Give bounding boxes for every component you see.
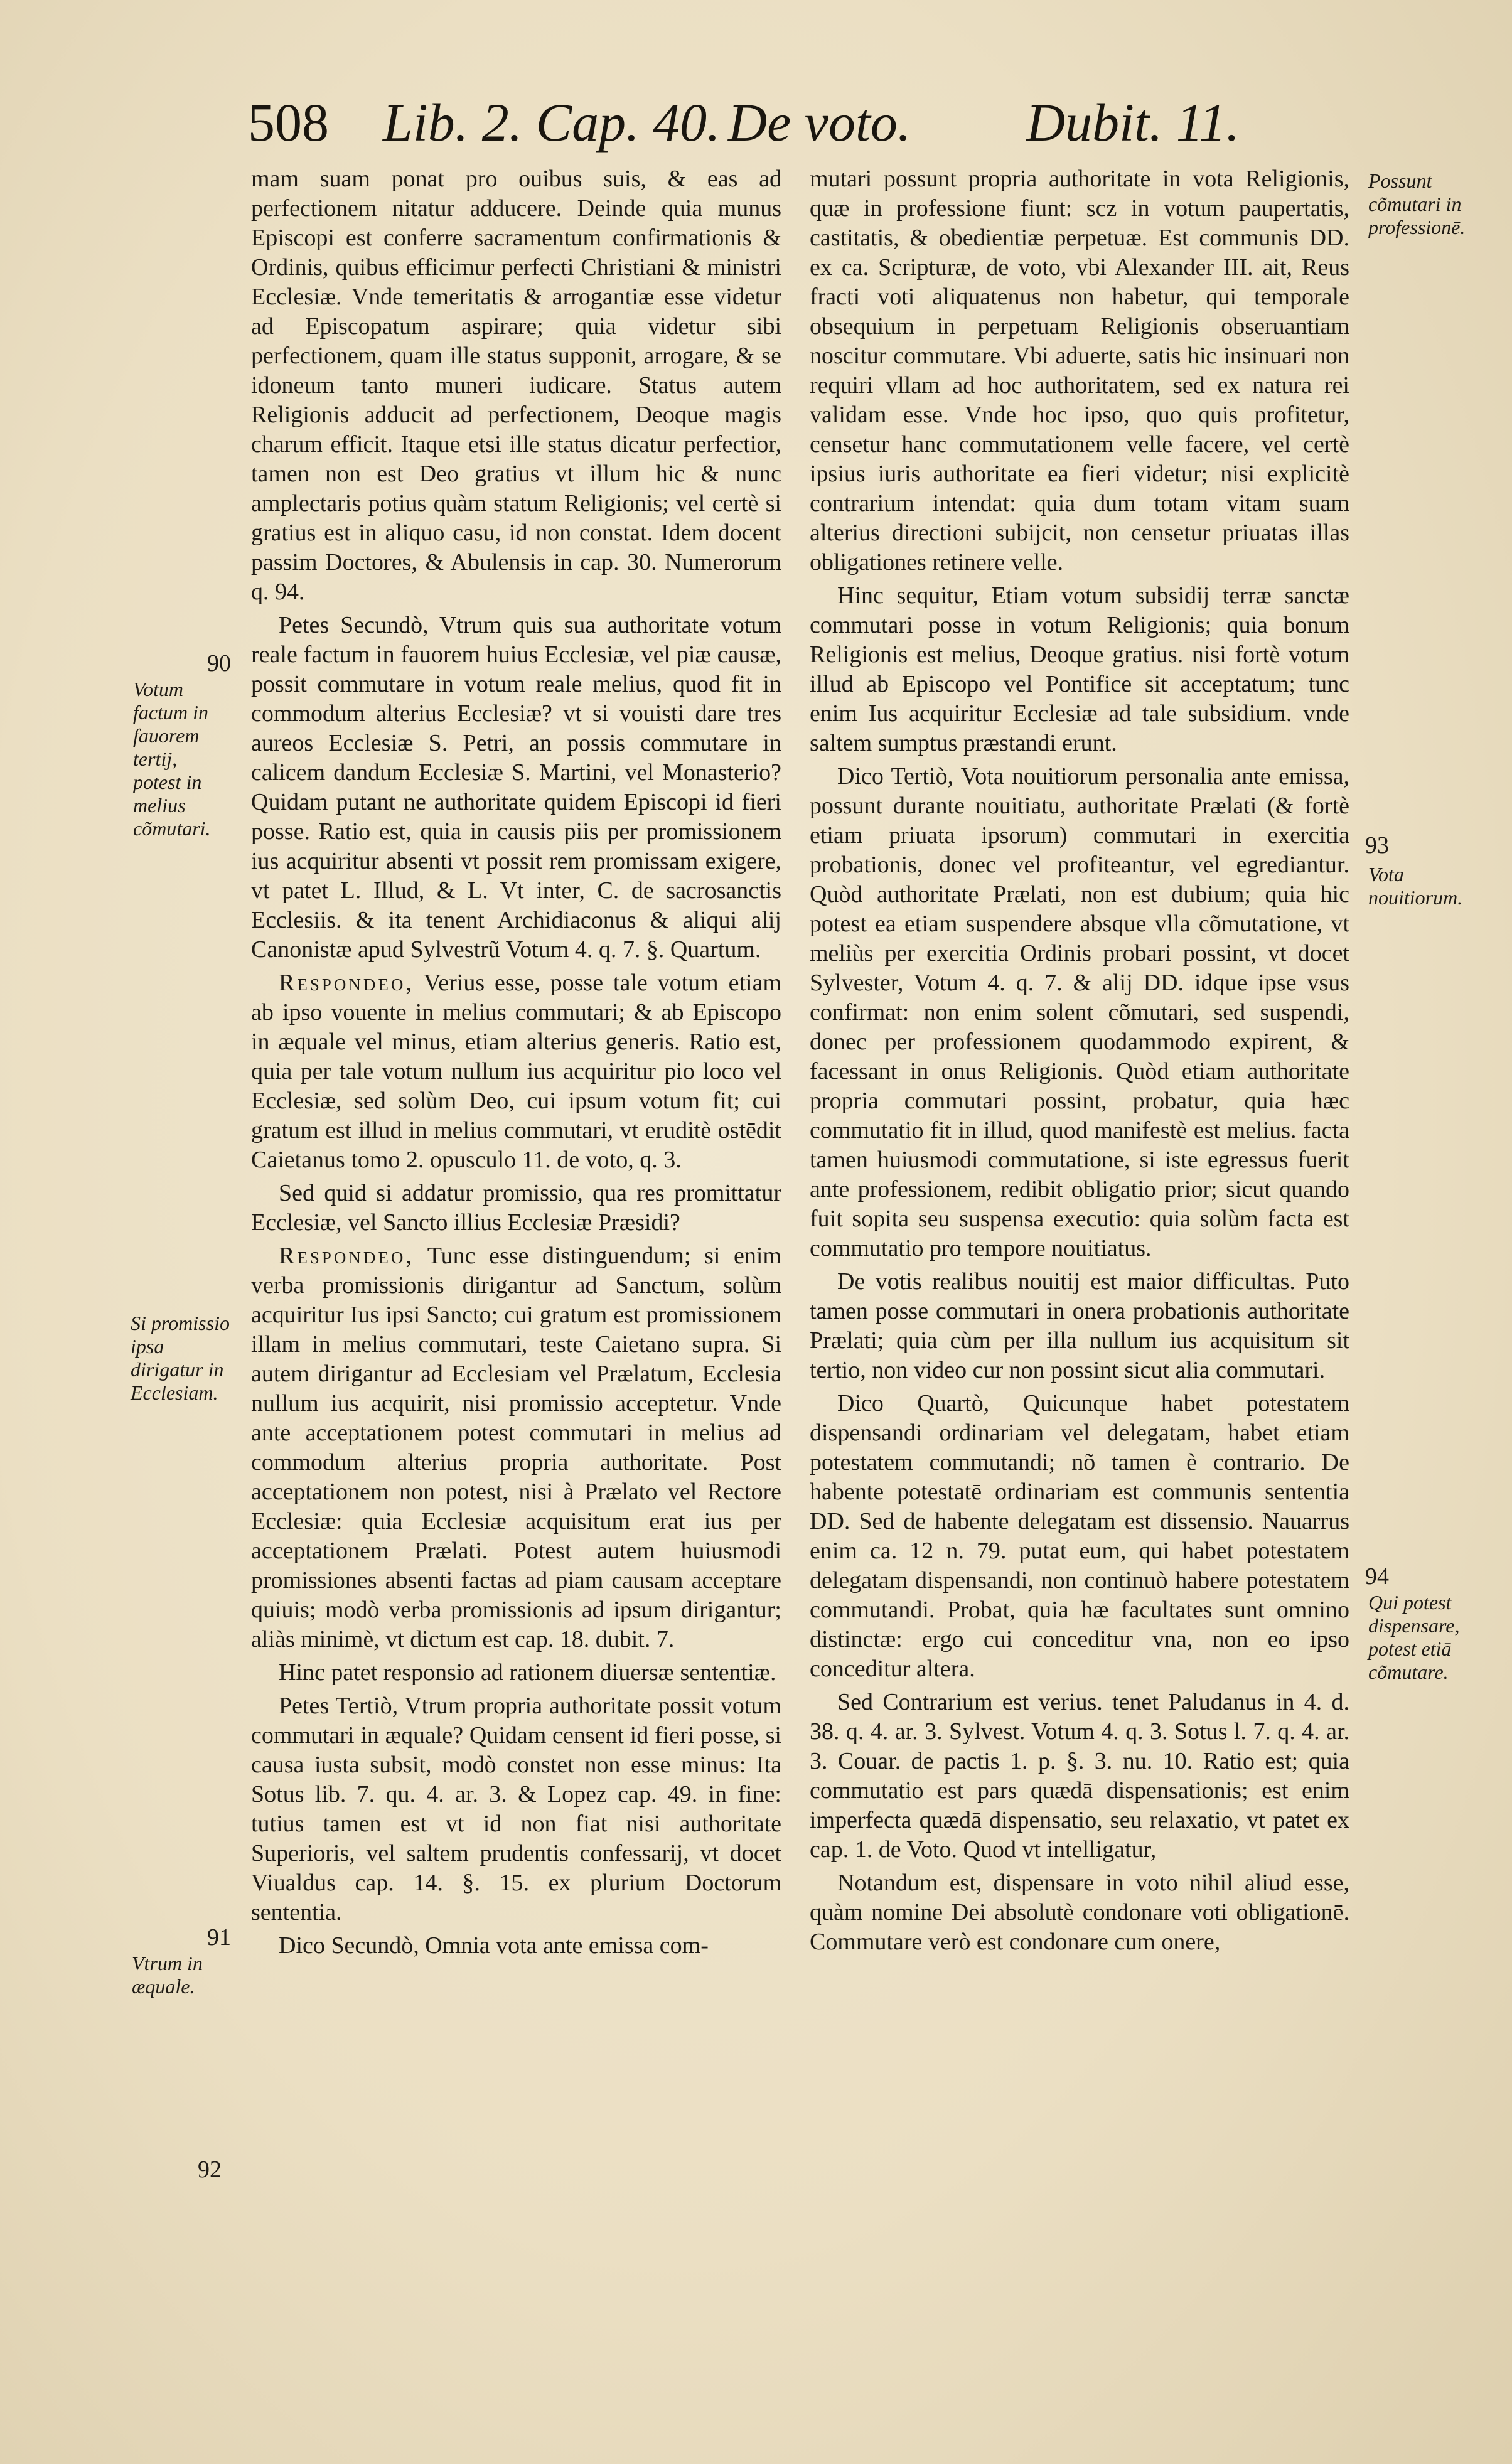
margin-number-94: 94 xyxy=(1365,1563,1389,1590)
left-text-column xyxy=(251,164,781,1964)
right-text-column xyxy=(810,164,1349,1961)
margin-note: Votum factum in fauorem tertij, potest in melius cõmutari. xyxy=(133,678,211,840)
paragraph: De votis realibus nouitij est maior difficultas. Puto tamen posse commutari in onera probationis authoritate Prælati; quia cùm per illa nullum ius acquisitum sit tertio, non video cur non possint sicut alia commutari. xyxy=(810,1268,1349,1383)
margin-note: Si promissio ipsa dirigatur in Ecclesiam. xyxy=(131,1312,230,1404)
dubit-label: Dubit. 11. xyxy=(1026,92,1240,153)
paragraph: Hinc sequitur, Etiam votum subsidij terræ sanctæ commutari posse in votum Religionis; quia bonum Religionis est melius, Deoque gratius. nisi fortè votum illud ab Episcopo vel Pontifice sit acceptatum; tunc enim Ius acquiritur Ecclesiæ ad tale subsidium. vnde saltem sumptus præstandi erunt. xyxy=(810,582,1349,756)
paragraph: Dico Quartò, Quicunque habet potestatem dispensandi ordinariam vel delegatam, habet etiam potestatem commutandi; nõ tamen è contrario. De habente potestatē ordinariam est communis sententia DD. Sed de habente delegatam est dissensio. Nauarrus enim ca. 12 n. 79. putat eum, qui habet potestatem delegatam dispensandi, non continuò habere potestatem commutandi. Probat, quia hæ facultates sunt omnino distinctæ: ergo cui conceditur vna, non eo ipso conceditur altera. xyxy=(810,1390,1349,1682)
margin-note: Vtrum in æquale. xyxy=(132,1952,203,1998)
paragraph: Tunc esse distinguendum; si enim verba promissionis dirigantur ad Sanctum, solùm acquiritur Ius ipsi Sancto; cui gratum est promissionem illam in melius commutari, teste Caietano supra. Si autem dirigantur ad Ecclesiam vel Prælatum, Ecclesia nullum ius acquirit, nisi promissio acceptetur. Vnde ante acceptationem potest commutari in melius ad commodum alterius propria authoritate. Post acceptationem non potest, nisi à Prælato vel Rectore Ecclesiæ: quia Ecclesiæ acquisitum erat ius per acceptationem Prælati. Potest autem huiusmodi promissiones absenti factas ad piam causam acceptare quiuis; modò verba promissionis ad ipsum dirigantur; aliàs minimè, vt dictum est cap. 18. dubit. 7. xyxy=(251,1243,781,1652)
page-number: 508 xyxy=(248,92,329,153)
margin-number-93: 93 xyxy=(1365,832,1389,859)
margin-note: Qui potest dispensare, potest etiā cõmutare. xyxy=(1368,1591,1460,1683)
section-title: De voto. xyxy=(728,92,911,153)
respondeo-lead: Respondeo, xyxy=(279,970,414,996)
paragraph: Verius esse, posse tale votum etiam ab ipso vouente in melius commutari; & ab Episcopo in æquale vel minus, etiam alterius generis. Ratio est, quia per tale votum nullum ius acquiritur pio loco vel Ecclesiæ, sed solùm Deo, cui ipsum votum fit; cui gratum est illud in melius commutari, vt eruditè ostēdit Caietanus tomo 2. opusculo 11. de voto, q. 3. xyxy=(251,970,781,1173)
margin-note: Vota nouitiorum. xyxy=(1368,863,1463,909)
running-header xyxy=(248,88,1246,157)
respondeo-lead: Respondeo, xyxy=(279,1243,414,1269)
book-chapter-label: Lib. 2. Cap. 40. xyxy=(383,92,721,153)
paragraph: Petes Secundò, Vtrum quis sua authoritate votum reale factum in fauorem huius Ecclesiæ, vel piæ causæ, possit commutare in votum reale melius, quod fit in commodum alterius Ecclesiæ? vt si vouisti dare tres aureos Ecclesiæ S. Petri, an possis commutare in calicem dandum Ecclesiæ S. Martini, vel Monasterio? Quidam putant ne authoritate quidem Episcopi id fieri posse. Ratio est, quia in causis piis per promissionem ius acquiritur absenti vt possit rem promissam exigere, vt patet L. Illud, & L. Vt inter, C. de sacrosanctis Ecclesiis. & ita tenent Archidiaconus & aliqui alij Canonistæ apud Sylvestrũ Votum 4. q. 7. §. Quartum. xyxy=(251,612,781,963)
paragraph: Notandum est, dispensare in voto nihil aliud esse, quàm nomine Dei absolutè condonare voti obligationē. Commutare verò est condonare cum onere, xyxy=(810,1870,1349,1955)
paragraph: mam suam ponat pro ouibus suis, & eas ad perfectionem nitatur adducere. Deinde quia munus Episcopi est conferre sacramentum confirmationis & Ordinis, quibus efficimur perfecti Christiani & ministri Ecclesiæ. Vnde temeritatis & arrogantiæ esse videtur ad Episcopatum aspirare; quia videtur sibi perfectionem, quam ille status supponit, arrogare, & se idoneum tanto muneri iudicare. Status autem Religionis adducit ad perfectionem, Deoque magis charum efficit. Itaque etsi ille status dicatur perfectior, tamen non est Deo gratius vt illum hic & nunc amplectaris potius quàm statum Religionis; vel certè si gratius est in aliquo casu, id non constat. Idem docent passim Doctores, & Abulensis in cap. 30. Numerorum q. 94. xyxy=(251,166,781,605)
margin-note: Possunt cõmutari in professionē. xyxy=(1368,169,1466,238)
paragraph: Petes Tertiò, Vtrum propria authoritate possit votum commutari in æquale? Quidam censent id fieri posse, si causa iusta subsit, modò constet non esse minus: Ita Sotus lib. 7. qu. 4. ar. 3. & Lopez cap. 49. in fine: tutius tamen est vt id non fiat nisi authoritate Superioris, vel saltem prudentis confessarij, vt docet Viualdus cap. 14. §. 15. ex plurium Doctorum sententia. xyxy=(251,1693,781,1926)
paragraph: Hinc patet responsio ad rationem diuersæ sententiæ. xyxy=(279,1659,776,1686)
paragraph: Sed Contrarium est verius. tenet Paludanus in 4. d. 38. q. 4. ar. 3. Sylvest. Votum 4. q. 3. Sotus l. 7. q. 4. ar. 3. Couar. de pactis 1. p. §. 3. nu. 10. Ratio est; quia commutatio est pars quædā dispensationis; est enim imperfecta quædā dispensatio, seu relaxatio, vt patet ex cap. 1. de Voto. Quod vt intelligatur, xyxy=(810,1689,1349,1863)
paragraph: mutari possunt propria authoritate in vota Religionis, quæ in professione fiunt: scz in votum paupertatis, castitatis, & obedientiæ perpetuæ. Est communis DD. ex ca. Scripturæ, de voto, vbi Alexander III. ait, Reus fracti voti aliquatenus non habetur, qui temporale obsequium in perpetuam Religionis obseruantiam noscitur commutare. Vbi aduerte, satis hic insinuari non requiri vllam ad hoc authoritatem, sed ex natura rei validam esse. Vnde hoc ipso, quo quis profitetur, censetur hanc commutationem velle facere, vel certè ipsius iuris authoritate ea fieri videtur; nisi explicitè contrarium intendat: quia dum totam vitam suam alterius directioni subijcit, non censetur priuatas illas obligationes retinere velle. xyxy=(810,166,1349,576)
margin-number-92: 92 xyxy=(198,2156,222,2183)
margin-number-91: 91 xyxy=(207,1924,231,1951)
paragraph: Sed quid si addatur promissio, qua res promittatur Ecclesiæ, vel Sancto illius Ecclesiæ Præsidi? xyxy=(251,1180,781,1236)
margin-number-90: 90 xyxy=(207,650,231,677)
paragraph: Dico Tertiò, Vota nouitiorum personalia ante emissa, possunt durante nouitiatu, authoritate Prælati (& fortè etiam priuata ipsorum) commutari in exercitia probationis, donec vel profiteantur, vel egrediantur. Quòd authoritate Prælati, non est dubium; quia hic potest ea etiam suspendere absque vlla cõmutatione, vt meliùs per exercitia Ordinis probari possint, vt docet Sylvester, Votum 4. q. 7. & alij DD. idque ipse vsus confirmat: non enim solent cõmutari, sed suspendi, donec per professionem quodammodo expirent, & facessant in onus Religionis. Quòd etiam authoritate propria commutari possint, probatur, quia hæc commutatio fit in illud, quod manifestè est melius. facta tamen huiusmodi commutatione, si iste egressus fuerit ante professionem, redibit obligatio prior; sicut quando fuit sopita seu suspensa executio: quia solùm facta est commutatio pro tempore nouitiatus. xyxy=(810,763,1349,1261)
paragraph: Dico Secundò, Omnia vota ante emissa com- xyxy=(279,1932,709,1959)
